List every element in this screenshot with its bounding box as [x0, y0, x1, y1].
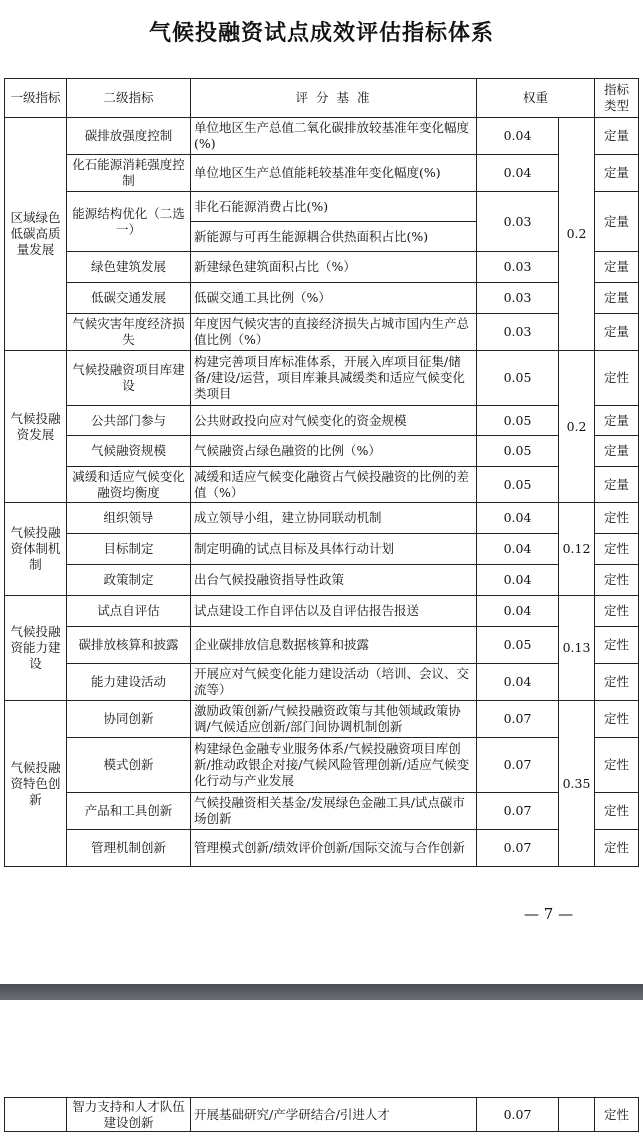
basis-cell: 构建绿色金融专业服务体系/气候投融资项目库创新/推动政银企对接/气候风险管理创新/适应气候变化行动与产业发展 — [191, 738, 477, 793]
type-cell: 定性 — [595, 793, 639, 830]
header-type: 指标类型 — [595, 79, 639, 118]
weight-cell: 0.04 — [477, 565, 559, 596]
level2-cell: 管理机制创新 — [67, 830, 191, 867]
level2-cell: 减缓和适应气候变化融资均衡度 — [67, 467, 191, 503]
type-cell: 定性 — [595, 503, 639, 534]
basis-cell: 开展应对气候变化能力建设活动（培训、会议、交流等） — [191, 664, 477, 701]
level2-cell: 能源结构优化（二选一） — [67, 192, 191, 252]
level2-cell: 气候投融资项目库建设 — [67, 351, 191, 406]
level2-cell: 气候灾害年度经济损失 — [67, 314, 191, 351]
indicator-table — [4, 78, 639, 867]
table-row — [5, 192, 639, 222]
header-level2: 二级指标 — [67, 79, 191, 118]
level1-cell: 气候投融资发展 — [5, 351, 67, 503]
weight-cell: 0.05 — [477, 627, 559, 664]
type-cell: 定量 — [595, 155, 639, 192]
weight-cell: 0.07 — [477, 738, 559, 793]
weight-cell: 0.05 — [477, 436, 559, 467]
table-row — [5, 155, 639, 192]
weight-cell: 0.03 — [477, 283, 559, 314]
weight-cell: 0.05 — [477, 351, 559, 406]
type-cell: 定性 — [595, 627, 639, 664]
basis-cell: 非化石能源消费占比(%) — [191, 192, 477, 222]
table-row — [5, 701, 639, 738]
table-row — [5, 565, 639, 596]
weight-cell: 0.07 — [477, 830, 559, 867]
page-number: — 7 — — [524, 905, 574, 923]
header-level1: 一级指标 — [5, 79, 67, 118]
level2-cell: 智力支持和人才队伍建设创新 — [67, 1098, 191, 1132]
basis-cell: 管理模式创新/绩效评价创新/国际交流与合作创新 — [191, 830, 477, 867]
weight-cell: 0.05 — [477, 467, 559, 503]
group-weight-cell — [559, 1098, 595, 1132]
basis-cell: 年度因气候灾害的直接经济损失占城市国内生产总值比例（%） — [191, 314, 477, 351]
group-weight-cell: 0.13 — [559, 596, 595, 701]
table-row — [5, 314, 639, 351]
basis-cell: 成立领导小组，建立协同联动机制 — [191, 503, 477, 534]
type-cell: 定性 — [595, 565, 639, 596]
table-row — [5, 596, 639, 627]
basis-cell: 气候融资占绿色融资的比例（%） — [191, 436, 477, 467]
weight-cell: 0.03 — [477, 314, 559, 351]
basis-cell: 企业碳排放信息数据核算和披露 — [191, 627, 477, 664]
table-row — [5, 738, 639, 793]
document-title: 气候投融资试点成效评估指标体系 — [148, 21, 494, 46]
level2-cell: 能力建设活动 — [67, 664, 191, 701]
basis-cell: 激励政策创新/气候投融资政策与其他领域政策协调/气候适应创新/部门间协调机制创新 — [191, 701, 477, 738]
basis-cell: 新能源与可再生能源耦合供热面积占比(%) — [191, 222, 477, 252]
header-basis: 评 分 基 准 — [191, 79, 477, 118]
level2-cell: 碳排放强度控制 — [67, 118, 191, 155]
level2-cell: 公共部门参与 — [67, 406, 191, 436]
level2-cell: 试点自评估 — [67, 596, 191, 627]
weight-cell: 0.04 — [477, 664, 559, 701]
level2-cell: 产品和工具创新 — [67, 793, 191, 830]
basis-cell: 试点建设工作自评估以及自评估报告报送 — [191, 596, 477, 627]
level2-cell: 绿色建筑发展 — [67, 252, 191, 283]
type-cell: 定性 — [595, 351, 639, 406]
group-weight-cell: 0.12 — [559, 503, 595, 596]
type-cell: 定量 — [595, 436, 639, 467]
table-row — [5, 118, 639, 155]
level1-cell — [5, 1098, 67, 1132]
table-row — [5, 252, 639, 283]
table-row — [5, 283, 639, 314]
weight-cell: 0.04 — [477, 534, 559, 565]
table-row — [5, 467, 639, 503]
weight-cell: 0.07 — [477, 1098, 559, 1132]
basis-cell: 单位地区生产总值能耗较基准年变化幅度(%) — [191, 155, 477, 192]
level1-cell: 气候投融资能力建设 — [5, 596, 67, 701]
type-cell: 定性 — [595, 664, 639, 701]
type-cell: 定量 — [595, 252, 639, 283]
level2-cell: 模式创新 — [67, 738, 191, 793]
basis-cell: 低碳交通工具比例（%） — [191, 283, 477, 314]
type-cell: 定量 — [595, 467, 639, 503]
table-row — [5, 664, 639, 701]
weight-cell: 0.03 — [477, 192, 559, 252]
table-row — [5, 830, 639, 867]
level1-cell: 气候投融资体制机制 — [5, 503, 67, 596]
table-row — [5, 1098, 639, 1132]
level2-cell: 气候融资规模 — [67, 436, 191, 467]
level2-cell: 低碳交通发展 — [67, 283, 191, 314]
table-row — [5, 534, 639, 565]
group-weight-cell: 0.2 — [559, 118, 595, 351]
basis-cell: 新建绿色建筑面积占比（%） — [191, 252, 477, 283]
basis-cell: 构建完善项目库标准体系，开展入库项目征集/储备/建设/运营，项目库兼具减缓类和适应气候变化类项目 — [191, 351, 477, 406]
continued-table — [4, 1097, 639, 1132]
basis-cell: 气候投融资相关基金/发展绿色金融工具/试点碳市场创新 — [191, 793, 477, 830]
weight-cell: 0.05 — [477, 406, 559, 436]
level2-cell: 目标制定 — [67, 534, 191, 565]
level2-cell: 政策制定 — [67, 565, 191, 596]
weight-cell: 0.04 — [477, 118, 559, 155]
weight-cell: 0.07 — [477, 701, 559, 738]
type-cell: 定性 — [595, 596, 639, 627]
level1-cell: 区域绿色低碳高质量发展 — [5, 118, 67, 351]
level2-cell: 组织领导 — [67, 503, 191, 534]
weight-cell: 0.04 — [477, 155, 559, 192]
type-cell: 定量 — [595, 192, 639, 252]
basis-cell: 制定明确的试点目标及具体行动计划 — [191, 534, 477, 565]
group-weight-cell: 0.2 — [559, 351, 595, 503]
header-row — [5, 79, 639, 118]
header-weight: 权重 — [477, 79, 595, 118]
type-cell: 定量 — [595, 283, 639, 314]
type-cell: 定性 — [595, 830, 639, 867]
basis-cell: 公共财政投向应对气候变化的资金规模 — [191, 406, 477, 436]
basis-cell: 出台气候投融资指导性政策 — [191, 565, 477, 596]
type-cell: 定量 — [595, 314, 639, 351]
basis-cell: 减缓和适应气候变化融资占气候投融资的比例的差值（%） — [191, 467, 477, 503]
page-divider — [0, 984, 643, 1000]
weight-cell: 0.04 — [477, 503, 559, 534]
table-row — [5, 503, 639, 534]
table-row — [5, 351, 639, 406]
weight-cell: 0.04 — [477, 596, 559, 627]
basis-cell: 单位地区生产总值二氧化碳排放较基准年变化幅度(%) — [191, 118, 477, 155]
level2-cell: 化石能源消耗强度控制 — [67, 155, 191, 192]
group-weight-cell: 0.35 — [559, 701, 595, 867]
level2-cell: 碳排放核算和披露 — [67, 627, 191, 664]
type-cell: 定性 — [595, 738, 639, 793]
level2-cell: 协同创新 — [67, 701, 191, 738]
type-cell: 定量 — [595, 118, 639, 155]
type-cell: 定性 — [595, 534, 639, 565]
type-cell: 定量 — [595, 406, 639, 436]
type-cell: 定性 — [595, 1098, 639, 1132]
table-row — [5, 793, 639, 830]
basis-cell: 开展基础研究/产学研结合/引进人才 — [191, 1098, 477, 1132]
type-cell: 定性 — [595, 701, 639, 738]
level1-cell: 气候投融资特色创新 — [5, 701, 67, 867]
weight-cell: 0.07 — [477, 793, 559, 830]
table-row — [5, 406, 639, 436]
weight-cell: 0.03 — [477, 252, 559, 283]
table-row — [5, 627, 639, 664]
table-row — [5, 436, 639, 467]
